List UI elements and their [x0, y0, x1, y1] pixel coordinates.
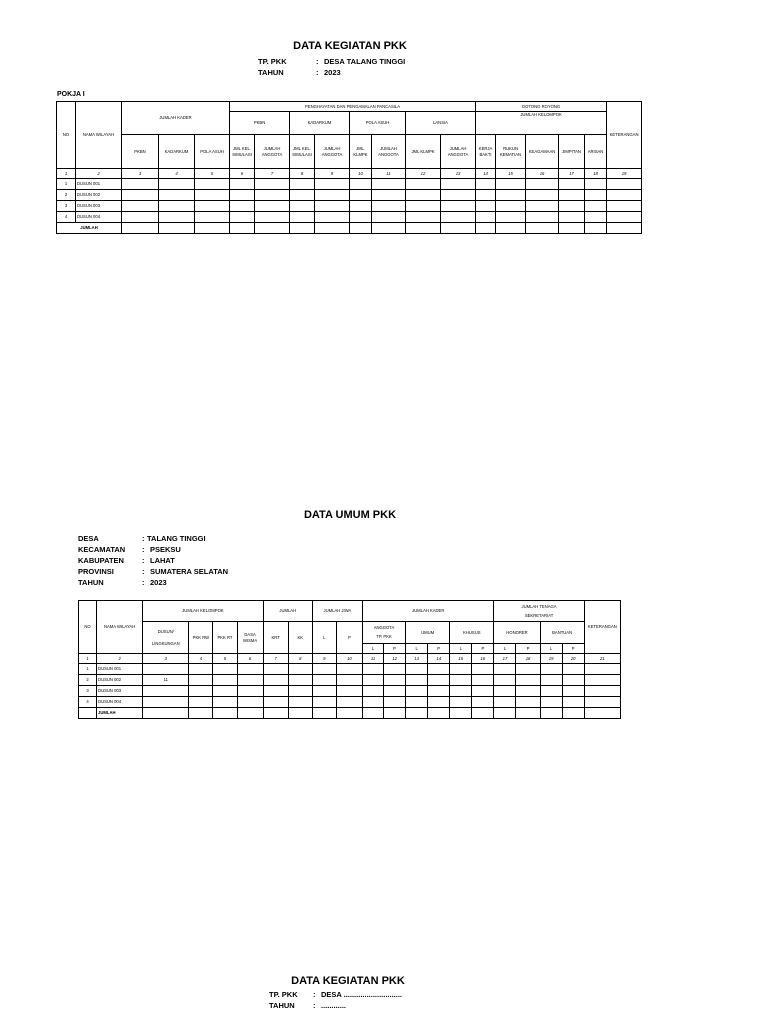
header-honorer: HONORER: [494, 622, 540, 644]
data-umum-table: [78, 600, 621, 719]
row-nama-wilayah: DUSUN 001: [76, 179, 122, 190]
field-label: TAHUN: [78, 578, 104, 587]
header-penghayatan: PENGHAYATAN DAN PENGAMALAN PANCASILA: [230, 102, 476, 112]
header-kk: KK: [288, 622, 312, 654]
colon: :: [313, 1001, 316, 1010]
header-no: NO: [79, 601, 97, 654]
header-jumlah-anggota: JUMLAH ANGGOTA: [255, 135, 290, 169]
row-nama-wilayah: DUSUN 004: [97, 697, 143, 708]
column-number: 1: [57, 169, 76, 179]
field-value: LAHAT: [150, 556, 175, 565]
header-kerja-bakti: KERJA BAKTI: [476, 135, 496, 169]
table-row: [79, 675, 621, 686]
field-value: TALANG TINGGI: [147, 534, 206, 543]
row-nama-wilayah: DUSUN 004: [76, 212, 122, 223]
tahun-label: TAHUN: [269, 1001, 295, 1010]
header-bantuan: BANTUAN: [540, 622, 584, 644]
column-number: 21: [584, 654, 620, 664]
header-pola-asuh-sub: POLA ASUH: [195, 135, 230, 169]
tp-pkk-value: DESA ............................: [321, 990, 402, 999]
column-number: 5: [195, 169, 230, 179]
column-number: 20: [562, 654, 584, 664]
table-row: [57, 179, 642, 190]
table-row: [79, 686, 621, 697]
header-p: P: [516, 644, 540, 654]
field-label: KECAMATAN: [78, 545, 126, 554]
header-jumlah-kader: JUMLAH KADER: [122, 102, 230, 135]
header-anggota-line1: ANGGOTA: [373, 625, 395, 631]
header-jml-kel-simulasi: JML KEL. SIMULASI: [290, 135, 315, 169]
jumlah-row: [57, 223, 642, 234]
column-number: 15: [496, 169, 526, 179]
jumlah-row: [79, 708, 621, 719]
header-rukun-kematian: RUKUN KEMATIAN: [496, 135, 526, 169]
header-dasa-wisma: DASA WISMA: [237, 622, 263, 654]
tahun-label: TAHUN: [258, 68, 284, 77]
tahun-value: 2023: [324, 68, 341, 77]
colon: :: [142, 556, 145, 565]
header-p: P: [562, 644, 584, 654]
column-number: 12: [406, 169, 441, 179]
header-krt: KRT: [263, 622, 288, 654]
section2-field-row: [78, 556, 175, 565]
column-number: 10: [336, 654, 362, 664]
header-dusun-line2: LINGKUNGAN: [151, 640, 180, 646]
jumlah-label: JUMLAH: [57, 223, 122, 234]
table-row: [57, 201, 642, 212]
header-l: L: [362, 644, 383, 654]
column-number: 15: [450, 654, 472, 664]
header-l: L: [450, 644, 472, 654]
header-p: P: [384, 644, 406, 654]
section1-tp-pkk-row: [258, 57, 405, 66]
column-number: 9: [315, 169, 350, 179]
row-dusun-lingkungan: 11: [143, 675, 189, 686]
column-number: 14: [476, 169, 496, 179]
header-jumlah-kelompok: JUMLAH KELOMPOK: [143, 601, 263, 622]
column-number: 18: [516, 654, 540, 664]
section1-tahun-row: [258, 68, 341, 77]
header-keterangan: KETERANGAN: [584, 601, 620, 654]
column-number: 18: [585, 169, 607, 179]
column-number: 19: [607, 169, 642, 179]
column-number: 13: [441, 169, 476, 179]
header-lansia: LANSIA: [406, 112, 476, 135]
row-no: 2: [79, 675, 97, 686]
column-number: 9: [312, 654, 336, 664]
colon: :: [316, 68, 319, 77]
header-gotong-royong: GOTONG ROYONG: [476, 102, 607, 112]
header-nama-wilayah: NAMA WILAYAH: [76, 102, 122, 169]
header-jml-klmpk: JML. KLMPK: [350, 135, 372, 169]
header-jumlah-anggota: JUMLAH ANGGOTA: [315, 135, 350, 169]
header-umum: UMUM: [406, 622, 450, 644]
header-jumlah-kader: JUMLAH KADER: [362, 601, 493, 622]
field-label: DESA: [78, 534, 99, 543]
header-dusun-lingkungan: [143, 622, 189, 654]
column-number: 6: [230, 169, 255, 179]
jumlah-label: JUMLAH: [97, 708, 143, 719]
header-anggota-line2: TP. PKK: [376, 634, 392, 639]
header-no: NO: [57, 102, 76, 169]
header-l: L: [494, 644, 516, 654]
colon: :: [313, 990, 316, 999]
header-kadarkum-sub: KADARKUM: [159, 135, 195, 169]
field-value: PSEKSU: [150, 545, 181, 554]
field-value: 2023: [150, 578, 167, 587]
tp-pkk-label: TP. PKK: [258, 57, 287, 66]
column-number: 5: [213, 654, 237, 664]
column-number: 4: [189, 654, 213, 664]
column-number: 8: [288, 654, 312, 664]
row-no: 3: [57, 201, 76, 212]
header-l: L: [406, 644, 428, 654]
header-jml-klmpk: JML KLMPK: [406, 135, 441, 169]
header-jumlah-tenaga-line2: SEKRETARIAT: [524, 612, 554, 618]
table-row: [57, 212, 642, 223]
column-number: 3: [122, 169, 159, 179]
header-jumlah-anggota: JUMLAH ANGGOTA: [372, 135, 406, 169]
row-dusun-lingkungan: [143, 664, 189, 675]
column-number: 2: [97, 654, 143, 664]
row-no: 3: [79, 686, 97, 697]
colon: :: [316, 57, 319, 66]
header-nama-wilayah: NAMA WILAYAH: [97, 601, 143, 654]
column-number-row: [79, 654, 621, 664]
column-number: 19: [540, 654, 562, 664]
header-p: P: [472, 644, 494, 654]
pokja1-table: [56, 101, 642, 234]
row-no: 1: [57, 179, 76, 190]
header-jumlah-kelompok: JUMLAH KELOMPOK: [476, 112, 607, 135]
header-pkbn: PKBN: [230, 112, 290, 135]
header-p: P: [336, 622, 362, 654]
row-nama-wilayah: DUSUN 003: [76, 201, 122, 212]
field-label: PROVINSI: [78, 567, 114, 576]
column-number: 10: [350, 169, 372, 179]
column-number: 8: [290, 169, 315, 179]
header-jumlah-tenaga: [494, 601, 584, 622]
colon: :: [142, 545, 145, 554]
header-jml-kel-simulasi: JML KEL. SIMULASI: [230, 135, 255, 169]
pokja-label: POKJA I: [57, 91, 85, 98]
header-pola-asuh: POLA ASUH: [350, 112, 406, 135]
tp-pkk-value: DESA TALANG TINGGI: [324, 57, 406, 66]
row-no: 2: [57, 190, 76, 201]
column-number: 2: [76, 169, 122, 179]
header-jumlah-tenaga-line1: JUMLAH TENAGA: [521, 603, 557, 609]
row-no: 1: [79, 664, 97, 675]
column-number: 3: [143, 654, 189, 664]
column-number: 1: [79, 654, 97, 664]
section3-tahun-row: [269, 1001, 346, 1010]
header-dusun-line1: DUSUN/: [157, 628, 174, 634]
row-nama-wilayah: DUSUN 003: [97, 686, 143, 697]
section2-field-row: [78, 567, 228, 576]
tp-pkk-label: TP. PKK: [269, 990, 298, 999]
field-label: KABUPATEN: [78, 556, 124, 565]
section2-title: DATA UMUM PKK: [303, 509, 397, 521]
column-number: 13: [406, 654, 428, 664]
row-nama-wilayah: DUSUN 001: [97, 664, 143, 675]
column-number: 7: [255, 169, 290, 179]
column-number: 17: [494, 654, 516, 664]
column-number: 12: [384, 654, 406, 664]
colon: :: [142, 534, 145, 543]
section2-field-row: [78, 578, 167, 587]
column-number: 16: [526, 169, 559, 179]
header-keterangan: KETERANGAN: [607, 102, 642, 169]
tahun-value: ............: [321, 1001, 347, 1010]
section2-field-row: [78, 534, 206, 543]
header-pkk-rt: PKK RT: [213, 622, 237, 654]
header-pkk-rw: PKK RW: [189, 622, 213, 654]
header-arisan: ARISAN: [585, 135, 607, 169]
column-number: 14: [428, 654, 450, 664]
header-keagamaan: KEAGAMAAN: [526, 135, 559, 169]
column-number: 6: [237, 654, 263, 664]
header-jumlah: JUMLAH: [263, 601, 312, 622]
header-kadarkum: KADARKUM: [290, 112, 350, 135]
header-pkbn-sub: PKBN: [122, 135, 159, 169]
section1-title: DATA KEGIATAN PKK: [293, 40, 407, 52]
header-jumlah-jiwa: JUMLAH JIWA: [312, 601, 362, 622]
header-jimpitan: JIMPITAN: [559, 135, 585, 169]
header-khusus: KHUSUS: [450, 622, 494, 644]
colon: :: [142, 567, 145, 576]
header-jumlah-anggota: JUMLAH ANGGOTA: [441, 135, 476, 169]
header-anggota-tp-pkk: [362, 622, 405, 644]
header-l: L: [312, 622, 336, 654]
row-no: 4: [57, 212, 76, 223]
header-l: L: [540, 644, 562, 654]
section2-field-row: [78, 545, 181, 554]
section3-tp-pkk-row: [269, 990, 402, 999]
section3-title: DATA KEGIATAN PKK: [291, 975, 405, 987]
table-row: [79, 697, 621, 708]
row-no: 4: [79, 697, 97, 708]
column-number: 16: [472, 654, 494, 664]
column-number: 11: [362, 654, 383, 664]
row-dusun-lingkungan: [143, 686, 189, 697]
column-number: 7: [263, 654, 288, 664]
column-number: 11: [372, 169, 406, 179]
column-number-row: [57, 169, 642, 179]
header-p: P: [428, 644, 450, 654]
row-nama-wilayah: DUSUN 002: [97, 675, 143, 686]
column-number: 17: [559, 169, 585, 179]
row-dusun-lingkungan: [143, 697, 189, 708]
colon: :: [142, 578, 145, 587]
row-nama-wilayah: DUSUN 002: [76, 190, 122, 201]
table-row: [57, 190, 642, 201]
field-value: SUMATERA SELATAN: [150, 567, 229, 576]
table-row: [79, 664, 621, 675]
column-number: 4: [159, 169, 195, 179]
